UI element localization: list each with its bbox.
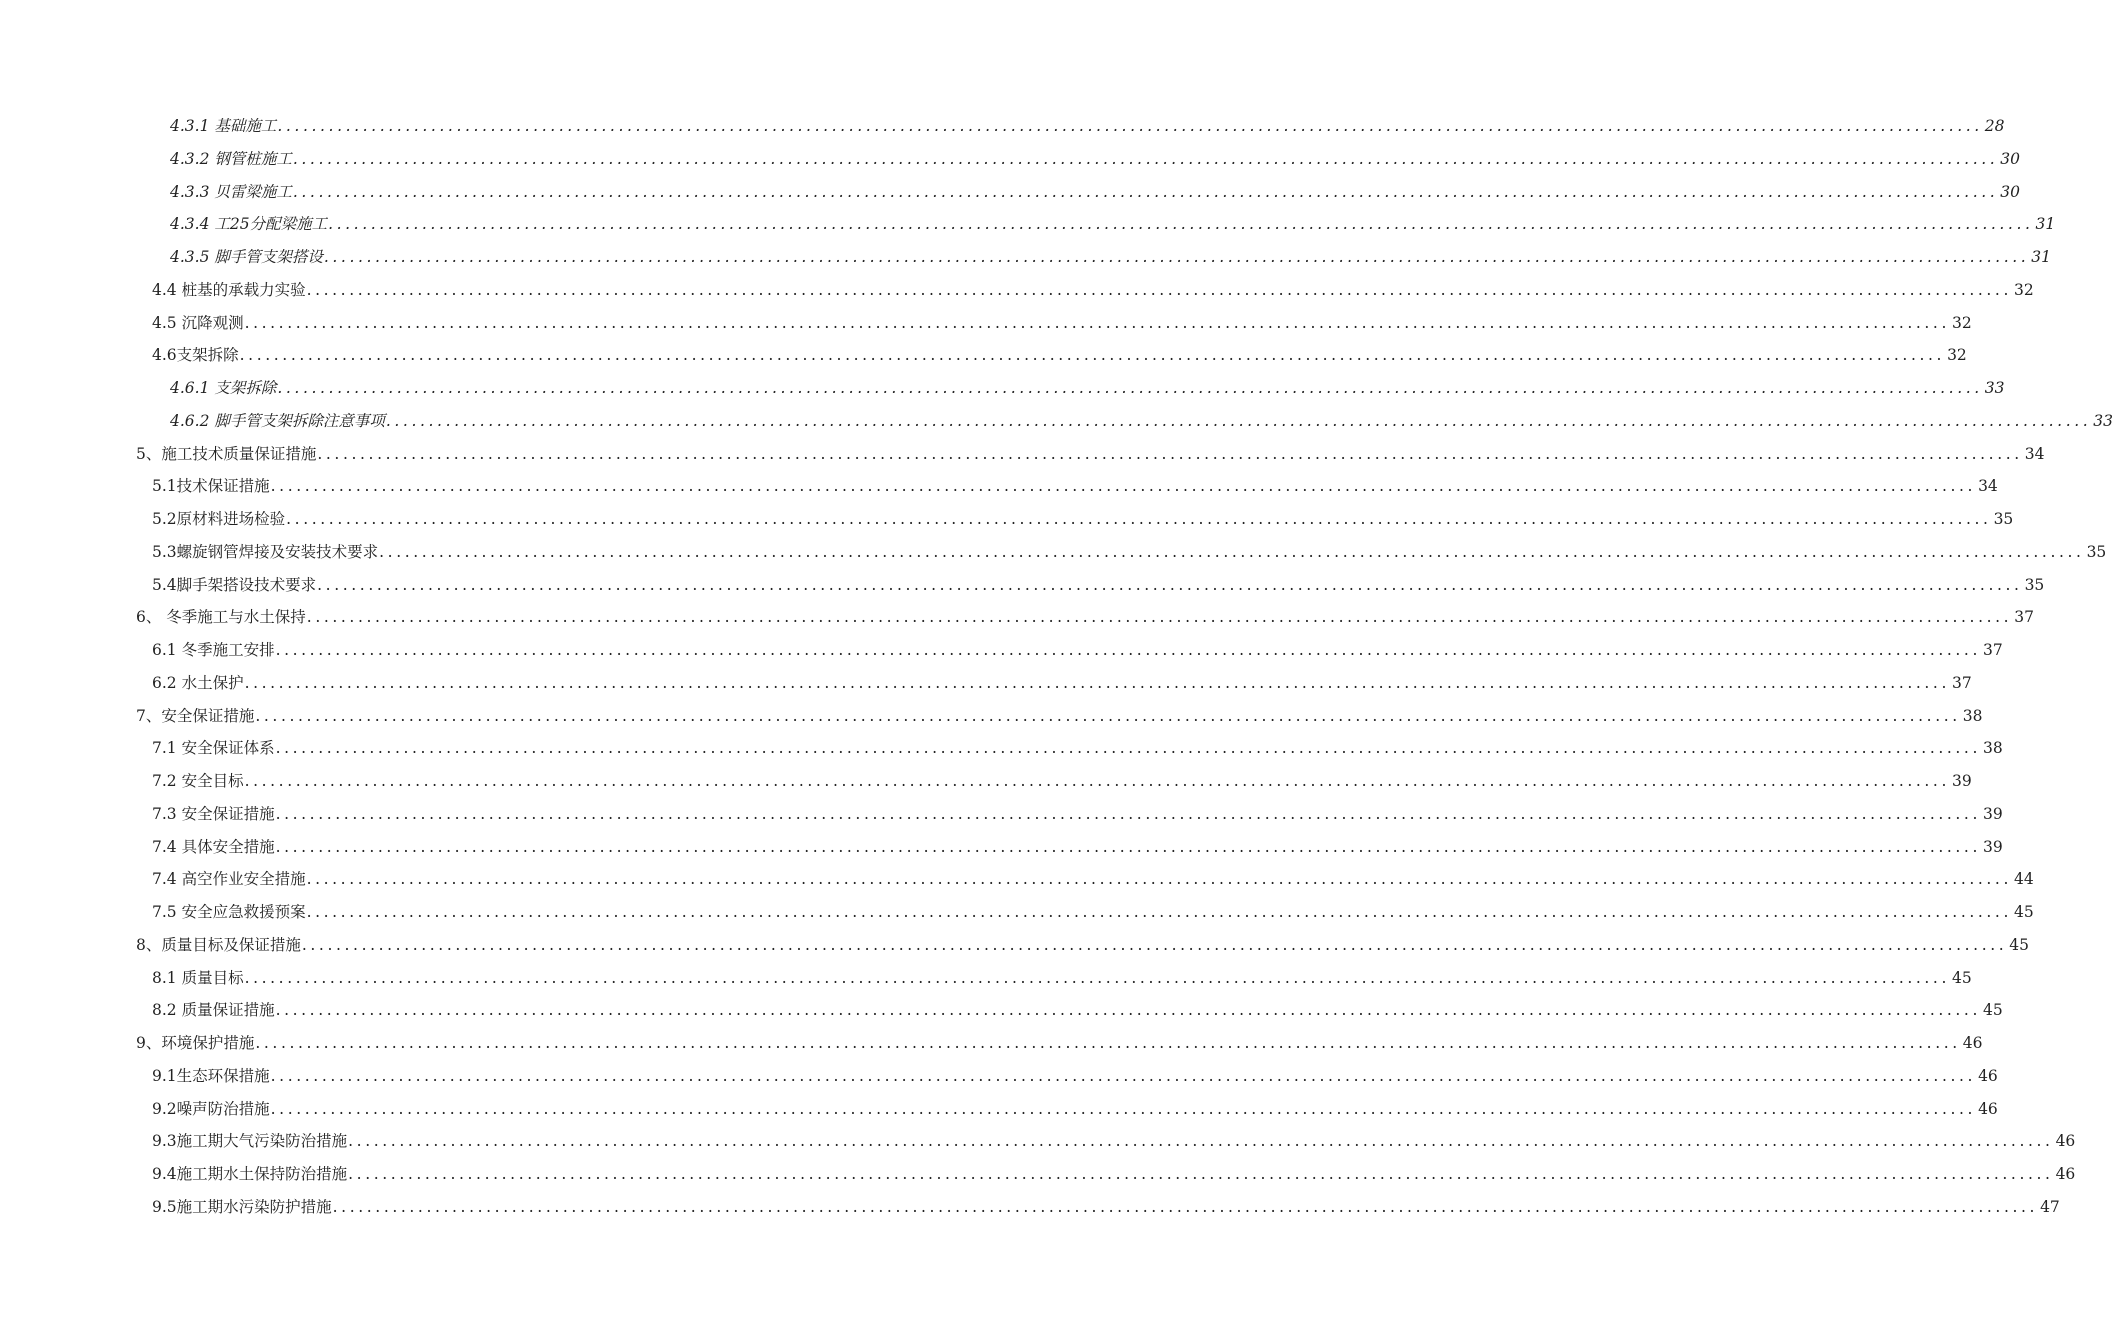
toc-entry[interactable] — [0, 1158, 2076, 1191]
toc-dot-leader: ........................................................................................................................................................................................................ — [255, 1034, 1961, 1052]
toc-entry-title: 6.1 冬季施工安排 — [152, 641, 275, 659]
toc-entry-page-number: 32 — [1951, 313, 1972, 332]
toc-entry-page-number: 37 — [2014, 608, 2034, 627]
toc-entry[interactable] — [0, 405, 2113, 438]
toc-entry[interactable] — [0, 339, 1967, 372]
toc-entry[interactable] — [0, 962, 1972, 995]
toc-entry-line — [170, 241, 2052, 274]
toc-entry-page-number: 30 — [2000, 182, 2021, 201]
toc-dot-leader: ........................................................................................................................................................................................................ — [270, 1066, 1977, 1085]
toc-entry-title: 4.6.1 支架拆除 — [170, 379, 277, 397]
toc-dot-leader: ........................................................................................................................................................................................................ — [328, 215, 2034, 234]
toc-entry-page-number: 38 — [1982, 739, 2003, 758]
toc-entry[interactable] — [0, 307, 1972, 340]
toc-entry-title: 8.2 质量保证措施 — [152, 1001, 275, 1020]
toc-entry-title: 4.6支架拆除 — [152, 346, 239, 365]
toc-entry-title: 9.1生态环保措施 — [152, 1066, 270, 1085]
toc-dot-leader: ........................................................................................................................................................................................................ — [270, 477, 1977, 496]
toc-entry[interactable] — [0, 667, 1972, 700]
toc-entry-title: 7.5 安全应急救援预案 — [152, 903, 306, 921]
toc-entry-page-number: 45 — [2013, 903, 2034, 921]
toc-entry-line — [152, 470, 1998, 503]
toc-entry-line — [152, 503, 2014, 536]
toc-entry-page-number: 45 — [1951, 968, 1972, 987]
toc-dot-leader: ........................................................................................................................................................................................................ — [323, 248, 2030, 266]
toc-entry-page-number: 45 — [1982, 1001, 2003, 1020]
toc-entry-title: 5、施工技术质量保证措施 — [136, 444, 317, 463]
toc-entry-page-number: 37 — [1982, 641, 2003, 659]
toc-entry-title: 7.4 具体安全措施 — [152, 837, 275, 856]
toc-entry-title: 9.3施工期大气污染防治措施 — [152, 1132, 348, 1151]
toc-entry-page-number: 46 — [1978, 1066, 1998, 1085]
toc-entry-line — [152, 962, 1972, 995]
toc-entry-page-number: 44 — [2013, 870, 2034, 889]
toc-entry-title: 7、安全保证措施 — [136, 706, 255, 725]
toc-entry-page-number: 33 — [2093, 411, 2113, 430]
toc-entry-title: 4.3.1 基础施工 — [170, 117, 277, 135]
toc-entry-line — [152, 732, 2003, 765]
toc-dot-leader: ........................................................................................................................................................................................................ — [292, 149, 1999, 168]
toc-entry-page-number: 35 — [2086, 542, 2107, 561]
toc-entry-page-number: 46 — [1962, 1034, 1983, 1052]
toc-dot-leader: ........................................................................................................................................................................................................ — [306, 280, 2012, 299]
toc-entry[interactable] — [0, 732, 2003, 765]
toc-entry-page-number: 31 — [2035, 215, 2056, 234]
toc-entry-title: 6、 冬季施工与水土保持 — [136, 608, 306, 627]
toc-entry-title: 5.1技术保证措施 — [152, 477, 270, 496]
toc-entry-title: 4.3.4 工25分配梁施工 — [170, 215, 328, 234]
toc-entry-page-number: 38 — [1962, 706, 1983, 725]
toc-entry-line — [152, 863, 2034, 896]
toc-entry-page-number: 32 — [2013, 280, 2034, 299]
toc-entry[interactable] — [0, 536, 2107, 569]
toc-entry-page-number: 31 — [2031, 248, 2052, 266]
toc-entry[interactable] — [0, 143, 2021, 176]
toc-entry-title: 7.3 安全保证措施 — [152, 804, 275, 823]
toc-dot-leader: ........................................................................................................................................................................................................ — [275, 641, 1981, 659]
toc-entry[interactable] — [0, 503, 2014, 536]
toc-entry-title: 9.2噪声防治措施 — [152, 1099, 270, 1118]
toc-dot-leader: ........................................................................................................................................................................................................ — [301, 935, 2008, 954]
toc-entry-line — [152, 274, 2034, 307]
toc-entry-title: 7.4 高空作业安全措施 — [152, 870, 306, 889]
toc-entry-page-number: 32 — [1947, 346, 1967, 365]
toc-entry[interactable] — [0, 470, 1998, 503]
toc-entry-line — [170, 176, 2021, 209]
toc-dot-leader: ........................................................................................................................................................................................................ — [385, 411, 2092, 430]
toc-entry-page-number: 34 — [2024, 444, 2045, 463]
toc-dot-leader: ........................................................................................................................................................................................................ — [244, 968, 1950, 987]
toc-entry-page-number: 46 — [2055, 1165, 2076, 1183]
toc-entry[interactable] — [0, 1060, 1998, 1093]
toc-entry-line — [152, 307, 1972, 340]
toc-entry-line — [136, 438, 2045, 471]
toc-entry-title: 4.3.3 贝雷梁施工 — [170, 182, 292, 201]
toc-entry[interactable] — [0, 896, 2034, 929]
toc-entry[interactable] — [0, 1093, 1998, 1126]
toc-dot-leader: ........................................................................................................................................................................................................ — [275, 1001, 1981, 1020]
toc-entry[interactable] — [0, 634, 2003, 667]
toc-entry-title: 4.5 沉降观测 — [152, 313, 244, 332]
toc-dot-leader: ........................................................................................................................................................................................................ — [239, 346, 1946, 365]
toc-entry-title: 7.1 安全保证体系 — [152, 739, 275, 758]
toc-entry-title: 9.5施工期水污染防护措施 — [152, 1197, 332, 1216]
toc-entry[interactable] — [0, 208, 2056, 241]
toc-entry[interactable] — [0, 1027, 1983, 1060]
toc-entry-line — [152, 1125, 2076, 1158]
toc-entry-title: 8、质量目标及保证措施 — [136, 935, 301, 954]
toc-entry-line — [170, 208, 2056, 241]
toc-dot-leader: ........................................................................................................................................................................................................ — [332, 1197, 2039, 1216]
toc-entry-title: 5.2原材料进场检验 — [152, 510, 286, 528]
toc-entry-page-number: 33 — [1984, 379, 2005, 397]
toc-entry-line — [170, 143, 2021, 176]
toc-entry-title: 9、环境保护措施 — [136, 1034, 255, 1052]
toc-entry[interactable] — [0, 438, 2045, 471]
toc-dot-leader: ........................................................................................................................................................................................................ — [292, 182, 1999, 201]
toc-entry-line — [152, 896, 2034, 929]
toc-entry-title: 4.3.2 钢管桩施工 — [170, 149, 292, 168]
toc-dot-leader: ........................................................................................................................................................................................................ — [306, 870, 2012, 889]
toc-entry-line — [152, 536, 2107, 569]
toc-dot-leader: ........................................................................................................................................................................................................ — [275, 837, 1981, 856]
toc-dot-leader: ........................................................................................................................................................................................................ — [244, 673, 1950, 692]
toc-entry-page-number: 45 — [2009, 935, 2030, 954]
table-of-contents — [0, 110, 2113, 1224]
toc-entry-line — [170, 405, 2113, 438]
toc-entry-line — [152, 569, 2045, 602]
toc-entry-line — [136, 1027, 1983, 1060]
toc-entry-line — [136, 601, 2034, 634]
toc-entry-page-number: 47 — [2040, 1197, 2060, 1216]
toc-entry-page-number: 39 — [1982, 804, 2003, 823]
toc-dot-leader: ........................................................................................................................................................................................................ — [275, 739, 1981, 758]
toc-dot-leader: ........................................................................................................................................................................................................ — [277, 379, 1983, 397]
toc-dot-leader: ........................................................................................................................................................................................................ — [317, 575, 2023, 594]
toc-entry-line — [136, 700, 1983, 733]
toc-entry-title: 4.3.5 脚手管支架搭设 — [170, 248, 323, 266]
toc-entry-page-number: 39 — [1982, 837, 2003, 856]
toc-entry-page-number: 30 — [2000, 149, 2021, 168]
toc-entry-line — [152, 765, 1972, 798]
toc-entry[interactable] — [0, 831, 2003, 864]
toc-entry[interactable] — [0, 765, 1972, 798]
toc-dot-leader: ........................................................................................................................................................................................................ — [275, 804, 1981, 823]
toc-entry-line — [152, 1158, 2076, 1191]
toc-entry[interactable] — [0, 601, 2034, 634]
toc-dot-leader: ........................................................................................................................................................................................................ — [306, 903, 2012, 921]
toc-entry[interactable] — [0, 863, 2034, 896]
toc-dot-leader: ........................................................................................................................................................................................................ — [348, 1132, 2054, 1151]
toc-entry-line — [152, 667, 1972, 700]
toc-entry[interactable] — [0, 929, 2030, 962]
toc-entry[interactable] — [0, 110, 2005, 143]
toc-entry-line — [152, 1060, 1998, 1093]
toc-entry-page-number: 35 — [1993, 510, 2014, 528]
toc-entry-title: 4.6.2 脚手管支架拆除注意事项 — [170, 411, 385, 430]
toc-entry-line — [152, 634, 2003, 667]
toc-entry[interactable] — [0, 798, 2003, 831]
toc-entry[interactable] — [0, 1125, 2076, 1158]
toc-dot-leader: ........................................................................................................................................................................................................ — [244, 772, 1950, 790]
toc-entry[interactable] — [0, 274, 2034, 307]
toc-entry-title: 8.1 质量目标 — [152, 968, 244, 987]
toc-dot-leader: ........................................................................................................................................................................................................ — [286, 510, 1992, 528]
toc-entry-title: 4.4 桩基的承载力实验 — [152, 280, 306, 299]
toc-entry[interactable] — [0, 1191, 2060, 1224]
toc-entry-line — [152, 1093, 1998, 1126]
toc-entry-title: 9.4施工期水土保持防治措施 — [152, 1165, 348, 1183]
toc-entry-page-number: 46 — [1978, 1099, 1998, 1118]
toc-dot-leader: ........................................................................................................................................................................................................ — [270, 1099, 1977, 1118]
toc-dot-leader: ........................................................................................................................................................................................................ — [244, 313, 1950, 332]
toc-entry-line — [170, 372, 2005, 405]
toc-entry-page-number: 34 — [1978, 477, 1998, 496]
toc-entry-page-number: 37 — [1951, 673, 1972, 692]
toc-entry-title: 5.3螺旋钢管焊接及安装技术要求 — [152, 542, 379, 561]
toc-entry-page-number: 28 — [1984, 117, 2005, 135]
toc-entry-line — [152, 994, 2003, 1027]
toc-entry[interactable] — [0, 372, 2005, 405]
toc-dot-leader: ........................................................................................................................................................................................................ — [277, 117, 1983, 135]
toc-entry[interactable] — [0, 176, 2021, 209]
toc-entry-title: 5.4脚手架搭设技术要求 — [152, 575, 317, 594]
toc-entry-line — [152, 1191, 2060, 1224]
toc-entry-line — [170, 110, 2005, 143]
toc-dot-leader: ........................................................................................................................................................................................................ — [306, 608, 2013, 627]
toc-entry[interactable] — [0, 241, 2052, 274]
toc-dot-leader: ........................................................................................................................................................................................................ — [255, 706, 1961, 725]
toc-entry-page-number: 39 — [1951, 772, 1972, 790]
toc-dot-leader: ........................................................................................................................................................................................................ — [348, 1165, 2054, 1183]
toc-entry-line — [136, 929, 2030, 962]
toc-entry-page-number: 46 — [2055, 1132, 2076, 1151]
toc-entry-title: 7.2 安全目标 — [152, 772, 244, 790]
toc-dot-leader: ........................................................................................................................................................................................................ — [379, 542, 2085, 561]
toc-entry-line — [152, 831, 2003, 864]
toc-entry-line — [152, 339, 1967, 372]
toc-entry[interactable] — [0, 994, 2003, 1027]
toc-entry-line — [152, 798, 2003, 831]
toc-entry[interactable] — [0, 569, 2045, 602]
toc-dot-leader: ........................................................................................................................................................................................................ — [317, 444, 2023, 463]
toc-entry-page-number: 35 — [2024, 575, 2045, 594]
toc-entry-title: 6.2 水土保护 — [152, 673, 244, 692]
toc-entry[interactable] — [0, 700, 1983, 733]
